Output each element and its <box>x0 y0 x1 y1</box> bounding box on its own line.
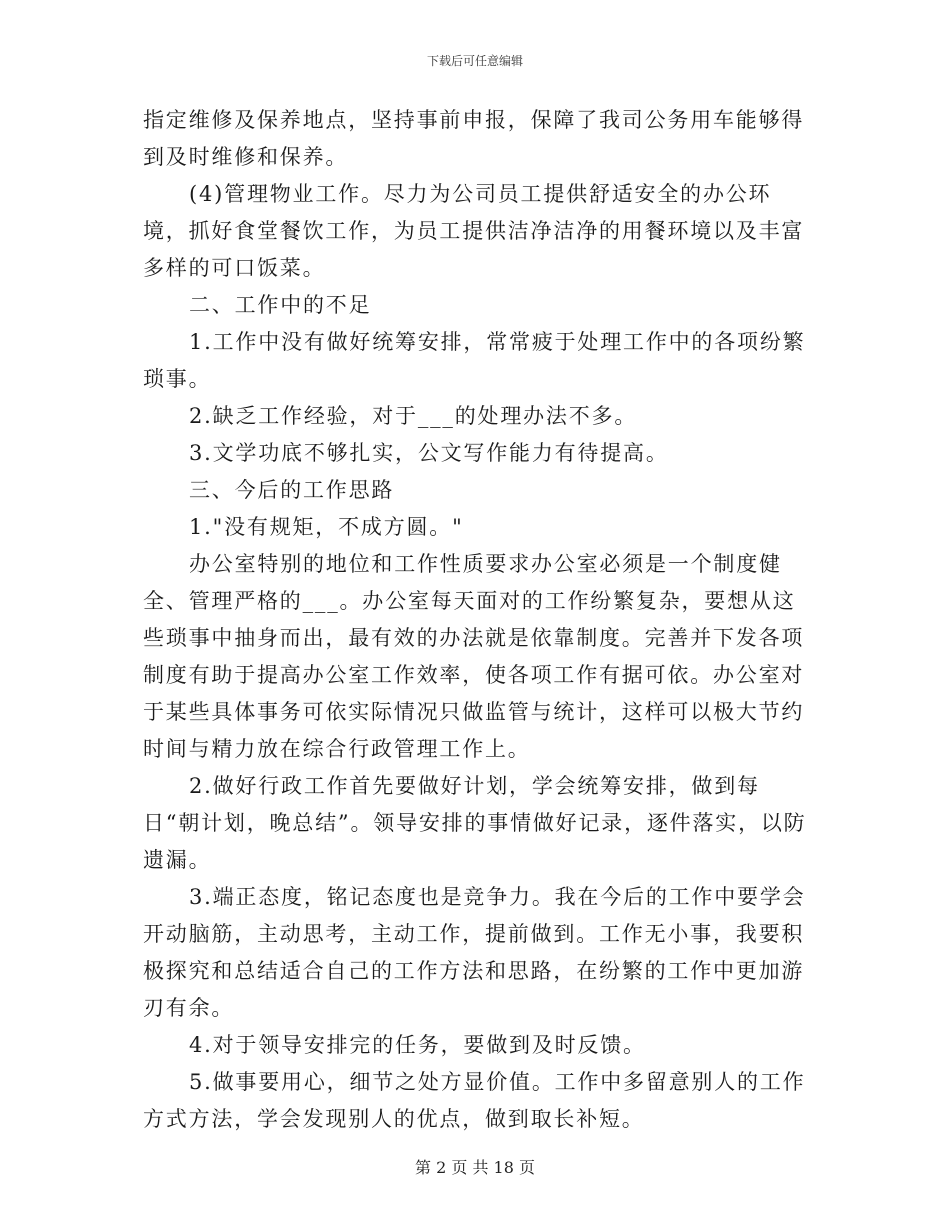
page-number: 第 2 页 共 18 页 <box>415 1158 535 1177</box>
document-body <box>143 102 813 1138</box>
list-item: 5.做事要用心，细节之处方显价值。工作中多留意别人的工作方式方法，学会发现别人的优点，做到取长补短。 <box>143 1070 806 1131</box>
section-heading: 二、工作中的不足 <box>189 293 372 317</box>
list-item: 2.做好行政工作首先要做好计划，学会统筹安排，做到每日“朝计划，晚总结”。领导安排的事情做好记录，逐件落实，以防遗漏。 <box>143 774 807 872</box>
list-item: 1.工作中没有做好统筹安排，常常疲于处理工作中的各项纷繁琐事。 <box>143 330 806 391</box>
list-item: 1."没有规矩，不成方圆。" <box>189 515 464 539</box>
paragraph: 办公室特别的地位和工作性质要求办公室必须是一个制度健全、管理严格的___。办公室每天面对的工作纷繁复杂，要想从这些琐事中抽身而出，最有效的办法就是依靠制度。完善并下发各项制度有助于提高办公室工作效率，使各项工作有据可依。办公室对于某些具体事务可依实际情况只做监管与统计，这样可以极大节约时间与精力放在综合行政管理工作上。 <box>143 552 805 761</box>
list-item: 2.缺乏工作经验，对于___的处理办法不多。 <box>189 404 638 428</box>
list-item: 3.端正态度，铭记态度也是竞争力。我在今后的工作中要学会开动脑筋，主动思考，主动工作，提前做到。工作无小事，我要积极探究和总结适合自己的工作方法和思路，在纷繁的工作中更加游刃有余。 <box>143 885 806 1020</box>
paragraph: 指定维修及保养地点，坚持事前申报，保障了我司公务用车能够得到及时维修和保养。 <box>143 108 805 169</box>
list-item: 3.文学功底不够扎实，公文写作能力有待提高。 <box>189 441 669 465</box>
paragraph: (4)管理物业工作。尽力为公司员工提供舒适安全的办公环境，抓好食堂餐饮工作，为员工提供洁净洁净的用餐环境以及丰富多样的可口饭菜。 <box>143 182 805 280</box>
list-item: 4.对于领导安排完的任务，要做到及时反馈。 <box>189 1033 646 1057</box>
section-heading: 三、今后的工作思路 <box>189 478 395 502</box>
page-header: 下载后可任意编辑 <box>426 54 523 68</box>
